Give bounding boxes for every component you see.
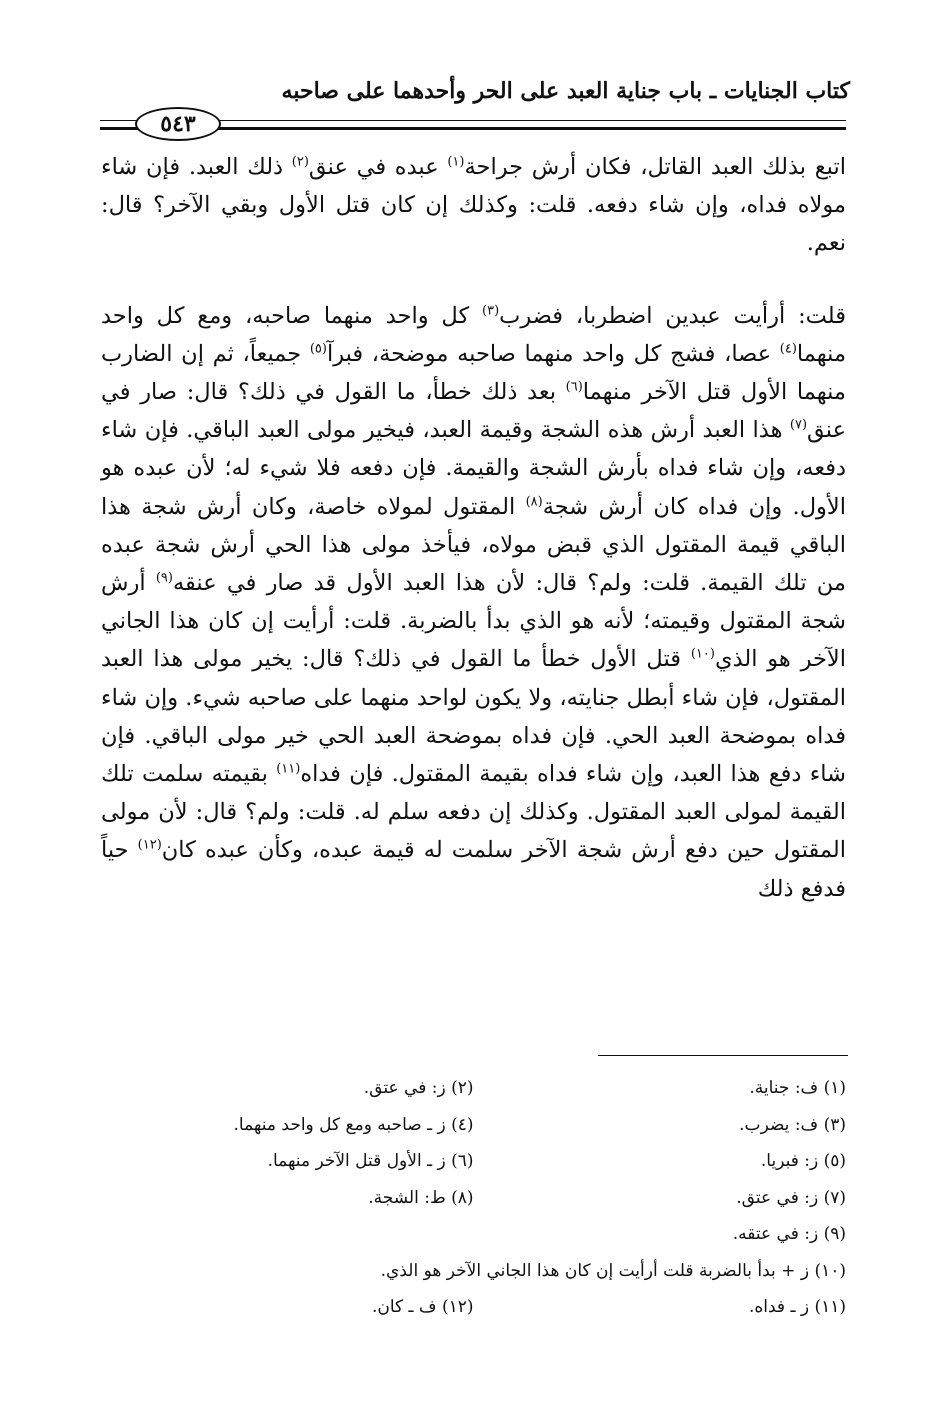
running-head-title: كتاب الجنايات ـ باب جناية العبد على الحر وأحدهما على صاحبه bbox=[281, 78, 850, 104]
footnote-ref: (١) bbox=[447, 154, 465, 170]
page-number-badge: ٥٤٣ bbox=[135, 107, 221, 141]
text-run: قلت: أرأيت عبدين اضطربا، فضرب bbox=[499, 302, 846, 329]
footnote: (٢) ز: في عتق. bbox=[363, 1078, 474, 1098]
footnote-row bbox=[101, 1289, 846, 1326]
footnote-ref: (٤) bbox=[779, 341, 797, 357]
text-run: عصا، فشج كل واحد منهما صاحبه موضحة، فبرآ bbox=[326, 340, 780, 367]
main-text bbox=[101, 148, 846, 908]
footnote: (٥) ز: فبريا. bbox=[760, 1151, 846, 1171]
footnote-separator bbox=[598, 1055, 848, 1056]
footnote-row bbox=[101, 1070, 846, 1107]
text-run: حياً فدفع ذلك bbox=[101, 837, 846, 902]
footnote: (٦) ز ـ الأول قتل الآخر منهما. bbox=[267, 1151, 474, 1171]
text-run: عبده في عنق bbox=[308, 154, 448, 180]
footnote-ref: (٦) bbox=[565, 379, 583, 395]
footnote-ref: (٣) bbox=[482, 303, 500, 319]
footnote: (١) ف: جناية. bbox=[749, 1078, 846, 1098]
footnote: (٩) ز: في عتقه. bbox=[732, 1224, 846, 1244]
text-run: كل واحد منهما صاحبه، ومع كل واحد منهما bbox=[101, 302, 846, 367]
footnote: (١٢) ف ـ كان. bbox=[371, 1297, 474, 1317]
paragraph bbox=[101, 297, 846, 908]
footnote: (٤) ز ـ صاحبه ومع كل واحد منهما. bbox=[233, 1114, 474, 1135]
text-run: المقتول لمولاه خاصة، وكان أرش شجة هذا الباقي قيمة المقتول الذي قبض مولاه، فيأخذ مولى هذا الحي أرش شجة عبده من تلك القيمة. قلت: ولم؟ قال: لأن هذا العبد الأول قد صار في عنقه bbox=[101, 493, 846, 597]
footnote-ref: (١٠) bbox=[690, 646, 715, 662]
text-run: جميعاً، ثم إن الضارب منهما الأول قتل الآخر منهما bbox=[101, 340, 846, 406]
footnote: (٧) ز: في عتق. bbox=[736, 1187, 846, 1208]
footnote-row bbox=[101, 1253, 846, 1290]
paragraph bbox=[101, 148, 846, 263]
footnote-row bbox=[101, 1216, 846, 1253]
text-run: بعد ذلك خطأ، ما القول في ذلك؟ قال: صار في عنق bbox=[101, 379, 846, 444]
footnote: (١١) ز ـ فداه. bbox=[748, 1297, 846, 1317]
footnote-row bbox=[101, 1180, 846, 1217]
footnote-row bbox=[101, 1107, 846, 1144]
text-run: أرش شجة المقتول وقيمته؛ لأنه هو الذي بدأ بالضربة. قلت: أرأيت إن كان هذا الجاني الآخر هو الذي bbox=[101, 570, 847, 673]
footnote-ref: (٥) bbox=[309, 341, 327, 357]
footnote-ref: (٢) bbox=[291, 154, 309, 170]
text-run: اتبع بذلك العبد القاتل، فكان أرش جراحة bbox=[464, 154, 846, 180]
footnote-ref: (٧) bbox=[789, 417, 808, 433]
footnote: (٣) ف: يضرب. bbox=[739, 1114, 846, 1135]
footnote-ref: (٩) bbox=[155, 570, 173, 586]
footnotes bbox=[101, 1070, 846, 1326]
footnote-ref: (١١) bbox=[276, 761, 301, 777]
footnote-ref: (١٢) bbox=[137, 837, 162, 853]
text-run: قتل الأول خطأ ما القول في ذلك؟ قال: يخير مولى هذا العبد المقتول، فإن شاء أبطل جنايته، ولا يكون لواحد منهما على صاحبه شيء. وإن شاء فداه بموضحة العبد الحي. فإن فداه بموضحة العبد الحي خير مولى الباقي. فإن شاء دفع هذا العبد، وإن شاء فداه بقيمة المقتول. فإن فداه bbox=[101, 646, 846, 788]
footnote: (١٠) ز + بدأ بالضربة قلت أرأيت إن كان هذا الجاني الآخر هو الذي. bbox=[380, 1260, 846, 1281]
text-run: هذا العبد أرش هذه الشجة وقيمة العبد، فيخير مولى العبد الباقي. فإن شاء دفعه، وإن شاء فداه بأرش الشجة والقيمة. فإن دفعه فلا شيء له؛ لأن عبده هو الأول. وإن فداه كان أرش شجة bbox=[101, 417, 846, 520]
footnote-ref: (٨) bbox=[525, 494, 543, 510]
text-run: بقيمته سلمت تلك القيمة لمولى العبد المقتول. وكذلك إن دفعه سلم له. قلت: ولم؟ قال: لأن مولى المقتول حين دفع أرش شجة الآخر سلمت له قيمة عبده، وكأن عبده كان bbox=[101, 761, 846, 864]
text-run: ذلك العبد. فإن شاء مولاه فداه، وإن شاء دفعه. قلت: وكذلك إن كان قتل الأول وبقي الآخر؟ قال: نعم. bbox=[101, 154, 846, 257]
footnote: (٨) ط: الشجة. bbox=[368, 1187, 474, 1208]
footnote-row bbox=[101, 1143, 846, 1180]
